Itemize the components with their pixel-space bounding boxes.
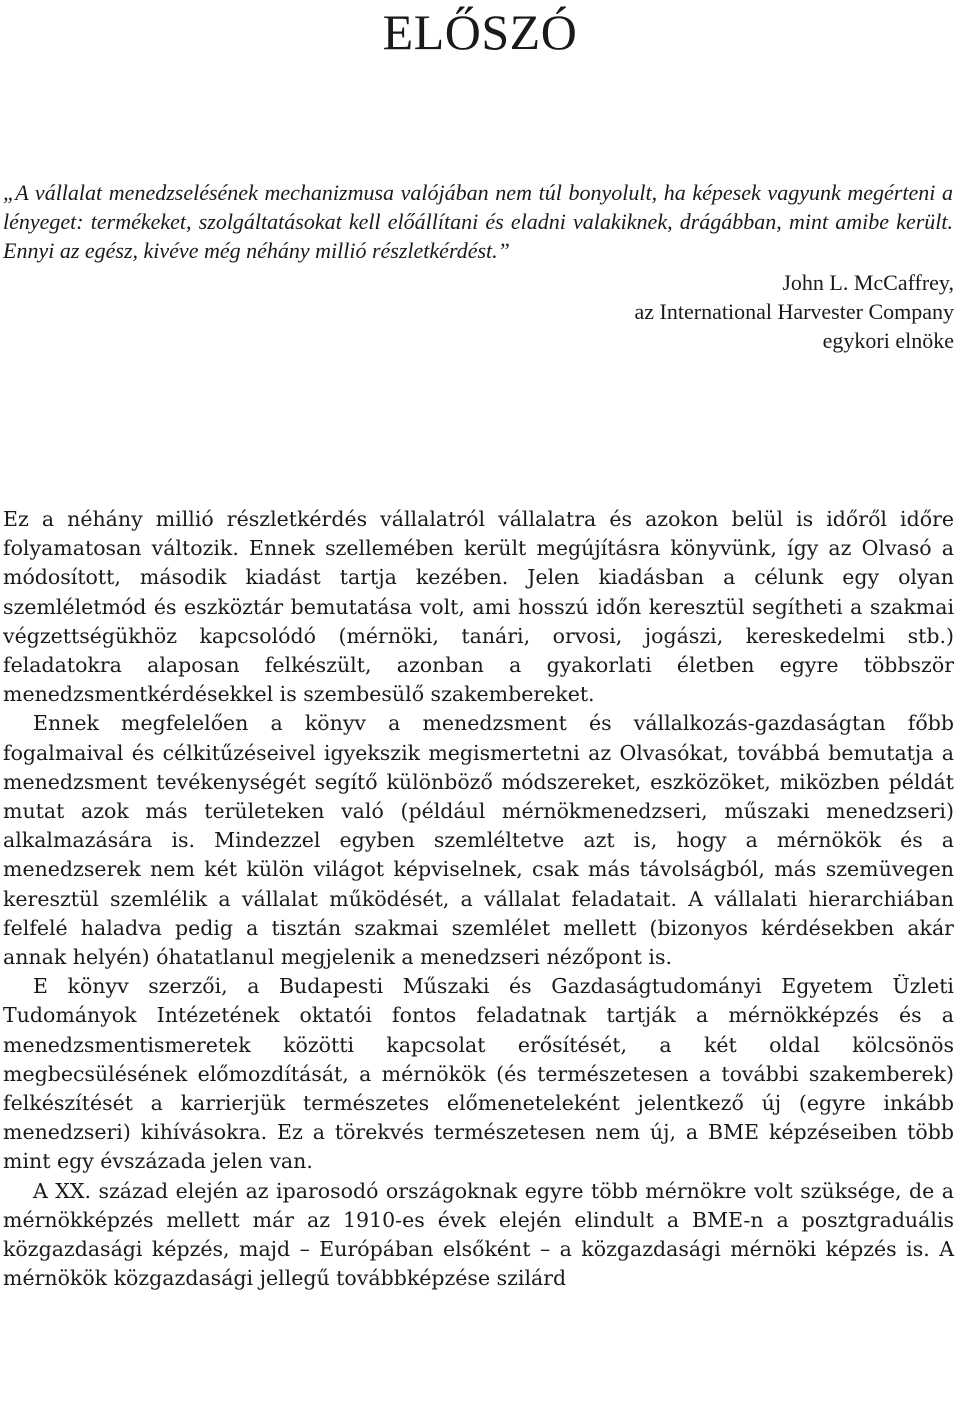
- attribution-author: John L. McCaffrey,: [782, 270, 954, 295]
- paragraph-1: Ez a néhány millió részletkérdés vállalatról vállalatra és azokon belül is időről időre folyamatosan változik. Ennek szellemében került megújításra könyvünk, így az Olvasó a módosított, második kiadást tartja kezében. Jelen kiadásban a célunk egy olyan szemléletmód és eszköztár bemutatása volt, ami hosszú időn keresztül segítheti a szakmai végzettségükhöz kapcsolódó (mérnöki, tanári, orvosi, jogászi, kereskedelmi stb.) feladatokra alaposan felkészült, azonban a gyakorlati életben egyre többször menedzsmentkérdésekkel is szembesülő szakembereket.: [3, 507, 954, 707]
- body-text: [3, 505, 954, 1293]
- paragraph-3: E könyv szerzői, a Budapesti Műszaki és Gazdaságtudományi Egyetem Üzleti Tudományok Intézetének oktatói fontos feladatnak tartják a mérnökképzés és a menedzsmentismeretek közötti kapcsolat erősítését, a két oldal kölcsönös megbecsülésének előmozdítását, a mérnökök (és természetesen a további szakemberek) felkészítését a karrierjük természetes előmeneteleként jelentkező új (egyre inkább menedzseri) kihívásokra. Ez a törekvés természetesen nem új, a BME képzéseiben több mint egy évszázada jelen van.: [3, 974, 954, 1174]
- paragraph-2: Ennek megfelelően a könyv a menedzsment és vállalkozás-gazdaságtan főbb fogalmaival és célkitűzéseivel igyekszik megismertetni az Olvasókat, továbbá bemutatja a menedzsment tevékenységét segítő különböző módszereket, eszközöket, miközben példát mutat azok más területeken való (például mérnökmenedzseri, műszaki menedzseri) alkalmazására is. Mindezzel egyben szemléltetve azt is, hogy a mérnökök és a menedzserek nem két külön világot képviselnek, csak más távolságból, más szemüvegen keresztül szemlélik a vállalat működését, a vállalat feladatait. A vállalati hierarchiában felfelé haladva pedig a tisztán szakmai szemlélet mellett (bizonyos kérdésekben akár annak helyén) óhatatlanul megjelenik a menedzseri nézőpont is.: [3, 711, 954, 970]
- page-title: ELŐSZÓ: [382, 4, 578, 60]
- paragraph-4: A XX. század elején az iparosodó országoknak egyre több mérnökre volt szüksége, de a mérnökképzés mellett már az 1910-es évek elején elindult a BME-n a posztgraduális közgazdasági képzés, majd – Európában elsőként – a közgazdasági mérnöki képzés is. A mérnökök közgazdasági jellegű továbbképzése szilárd: [3, 1178, 954, 1291]
- epigraph-quote: „A vállalat menedzselésének mechanizmusa valójában nem túl bonyolult, ha képesek vagyunk megérteni a lényeget: termékeket, szolgáltatásokat kell előállítani és eladni valakiknek, drágábban, mint amibe került. Ennyi az egész, kivéve még néhány millió részletkérdést.”: [3, 180, 953, 263]
- epigraph-attribution: [354, 268, 954, 355]
- attribution-role-line2: egykori elnöke: [822, 328, 954, 353]
- attribution-role-line1: az International Harvester Company: [634, 299, 954, 324]
